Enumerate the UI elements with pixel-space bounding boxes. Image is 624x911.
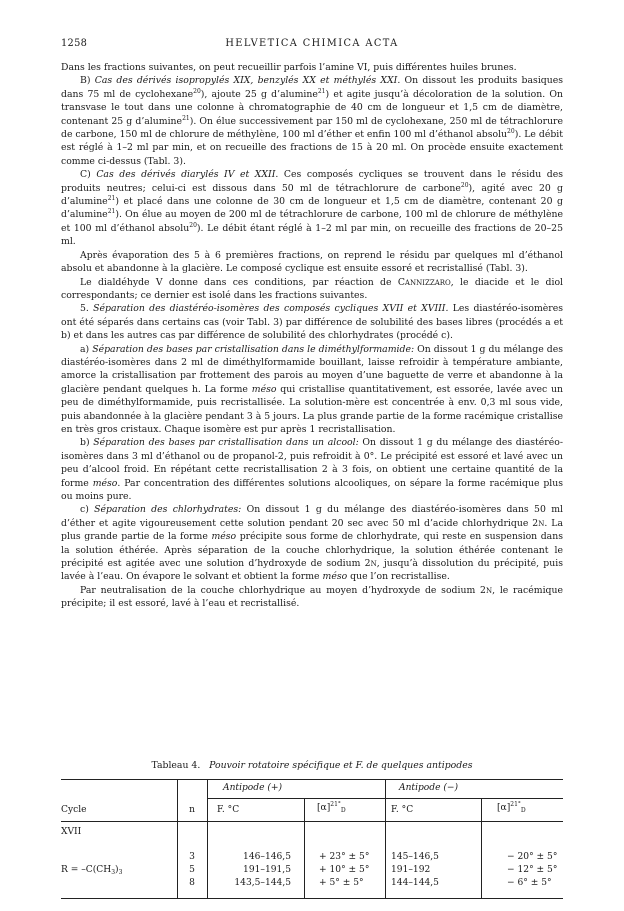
cell-f-minus: 144–144,5	[391, 878, 439, 888]
header-antipode-plus: Antipode (+)	[223, 783, 283, 793]
cell-f-minus: 191–192	[391, 865, 431, 875]
paragraph: Le dialdéhyde V donne dans ces conditions, par réaction de Cannizzaro, le diacide et le diol correspondants; ce dernier est isolé dans les fractions suivantes.	[61, 276, 564, 301]
table-caption-label: Tableau 4.	[151, 760, 201, 771]
paragraph: Par neutralisation de la couche chlorhydrique au moyen d’hydroxyde de sodium 2n, le racémique précipite; il est essoré, lavé à l’eau et recristallisé.	[61, 584, 563, 610]
rotation-table	[61, 779, 563, 899]
cell-f-plus: 143,5–144,5	[234, 878, 291, 888]
header-f-minus: F. °C	[391, 805, 414, 815]
table-caption-title: Pouvoir rotatoire spécifique et F. de quelques antipodes	[209, 760, 473, 771]
header-alpha-minus: $[\alpha]^{21^\circ}_D$	[497, 801, 526, 814]
body-text	[61, 61, 563, 611]
cell-alpha-minus: − 20° ± 5°	[507, 852, 558, 862]
table-caption	[61, 760, 563, 771]
table-rule-bottom	[61, 898, 563, 899]
paragraph: b) Séparation des bases par cristallisation dans un alcool: On dissout 1 g du mélange des diastéréo-isomères dans 3 ml d’éthanol ou de propanol-2, puis refroidit à 0°. Le précipité est essoré et lavé avec un peu d’alcool froid. En répétant cette recristallisation 2 à 3 fois, on obtient une certaine quantité de la forme méso. Par concentration des différentes solutions alcooliques, on sépare la forme racémique plus ou moins pure.	[61, 437, 564, 502]
cell-alpha-minus: − 12° ± 5°	[507, 865, 558, 875]
paragraph: Dans les fractions suivantes, on peut recueillir parfois l’amine VI, puis différentes huiles brunes.	[61, 62, 517, 73]
cell-alpha-plus: + 10° ± 5°	[319, 865, 370, 875]
cell-n: 5	[189, 865, 195, 875]
table-rule-header	[61, 821, 563, 822]
cell-alpha-plus: + 23° ± 5°	[319, 852, 370, 862]
table-rule-top	[61, 779, 563, 780]
cell-alpha-minus: − 6° ± 5°	[507, 878, 552, 888]
header-antipode-minus: Antipode (−)	[399, 783, 459, 793]
page-number: 1258	[61, 38, 88, 49]
cell-n: 3	[189, 852, 195, 862]
running-header	[61, 38, 563, 52]
cell-f-plus: 191–191,5	[243, 865, 291, 875]
table-vrule	[304, 799, 305, 899]
paragraph: B) Cas des dérivés isopropylés XIX, benzylés XX et méthylés XXI. On dissout les produits basiques dans 75 ml de cyclohexane$^{20}$), ajoute 25 g d’alumine$^{21}$) et agite jusqu’à décoloration de la solution. On transvase le tout dans une colonne à chromatographie de 40 cm de longueur et 1,5 cm de diamètre, contenant 25 g d’alumine$^{21}$). On élue successivement par 150 ml de cyclohexane, 250 ml de tétrachlorure de carbone, 150 ml de chlorure de méthylène, 100 ml d’éther et enfin 100 ml d’éthanol absolu$^{20}$). Le débit est réglé à 1–2 ml par min, et on recueille des fractions de 15 à 20 ml. On procède ensuite exactement comme ci-dessus (Tabl. 3).	[61, 75, 564, 167]
cell-n: 8	[189, 878, 195, 888]
cell-f-minus: 145–146,5	[391, 852, 439, 862]
header-alpha-plus: $[\alpha]^{21^\circ}_D$	[317, 801, 346, 814]
paragraph: c) Séparation des chlorhydrates: On dissout 1 g du mélange des diastéréo-isomères dans 50 ml d’éther et agite vigoureusement cette solution pendant 20 sec avec 50 ml d’acide chlorhydrique 2n. La plus grande partie de la forme méso précipite sous forme de chlorhydrate, qui reste en suspension dans la solution éthérée. Après séparation de la couche chlorhydrique, la solution éthérée contenant le précipité est agitée avec une solution d’hydroxyde de sodium 2n, jusqu’à dissolution du précipité, puis lavée à l’eau. On évapore le solvant et obtient la forme méso que l’on recristallise.	[61, 504, 563, 583]
paragraph: Après évaporation des 5 à 6 premières fractions, on reprend le résidu par quelques ml d’éthanol absolu et abandonne à la glacière. Le composé cyclique est ensuite essoré et recristallisé (Tabl. 3).	[61, 249, 563, 275]
paragraph: C) Cas des dérivés diarylés IV et XXII. Ces composés cycliques se trouvent dans le résidu des produits neutres; celui-ci est dissous dans 50 ml de tétrachlorure de carbone$^{20}$), agité avec 20 g d’alumine$^{21}$) et placé dans une colonne de 30 cm de longueur et 1,5 cm de diamètre, contenant 20 g d’alumine$^{21}$). On élue au moyen de 200 ml de tétrachlorure de carbone, 100 ml de chlorure de méthylène et 100 ml d’éthanol absolu$^{20}$). Le débit étant réglé à 1–2 ml par min, on recueille des fractions de 20–25 ml.	[61, 169, 563, 248]
paragraph: a) Séparation des bases par cristallisation dans le diméthylformamide: On dissout 1 g du mélange des diastéréo-isomères dans 2 ml de diméthylformamide bouillant, laisse refroidir à température ambiante, amorce la cristallisation par frottement des parois au moyen d’une baguette de verre et abandonne à la glacière pendant quelques h. La forme méso qui cristallise quantitativement, est essorée, lavée avec un peu de diméthylformamide, puis recristallisée. La solution-mère est concentrée à env. 0,3 ml sous vide, puis abandonnée à la glacière pendant 3 à 5 jours. La plus grande partie de la forme racémique cristallise en très gros cristaux. Chaque isomère est pur après 1 recristallisation.	[61, 343, 563, 435]
table-vrule	[481, 799, 482, 899]
cell-f-plus: 146–146,5	[243, 852, 291, 862]
header-f-plus: F. °C	[217, 805, 240, 815]
journal-title: HELVETICA CHIMICA ACTA	[225, 38, 399, 49]
paragraph: 5. Séparation des diastéréo-isomères des composés cycliques XVII et XVIII. Les diastéréo-isomères ont été séparés dans certains cas (voir Tabl. 3) par différence de solubilité des bases libres (procédés a et b) et dans les autres cas par différence de solubilité des chlorhydrates (procédé c).	[61, 303, 563, 342]
substituent: $R = -C(CH_3)_3$	[61, 865, 123, 876]
cycle-name: XVII	[61, 827, 82, 837]
header-n: n	[189, 805, 195, 815]
header-cycle: Cycle	[61, 805, 87, 815]
cell-alpha-plus: + 5° ± 5°	[319, 878, 364, 888]
table-vrule	[385, 779, 386, 899]
